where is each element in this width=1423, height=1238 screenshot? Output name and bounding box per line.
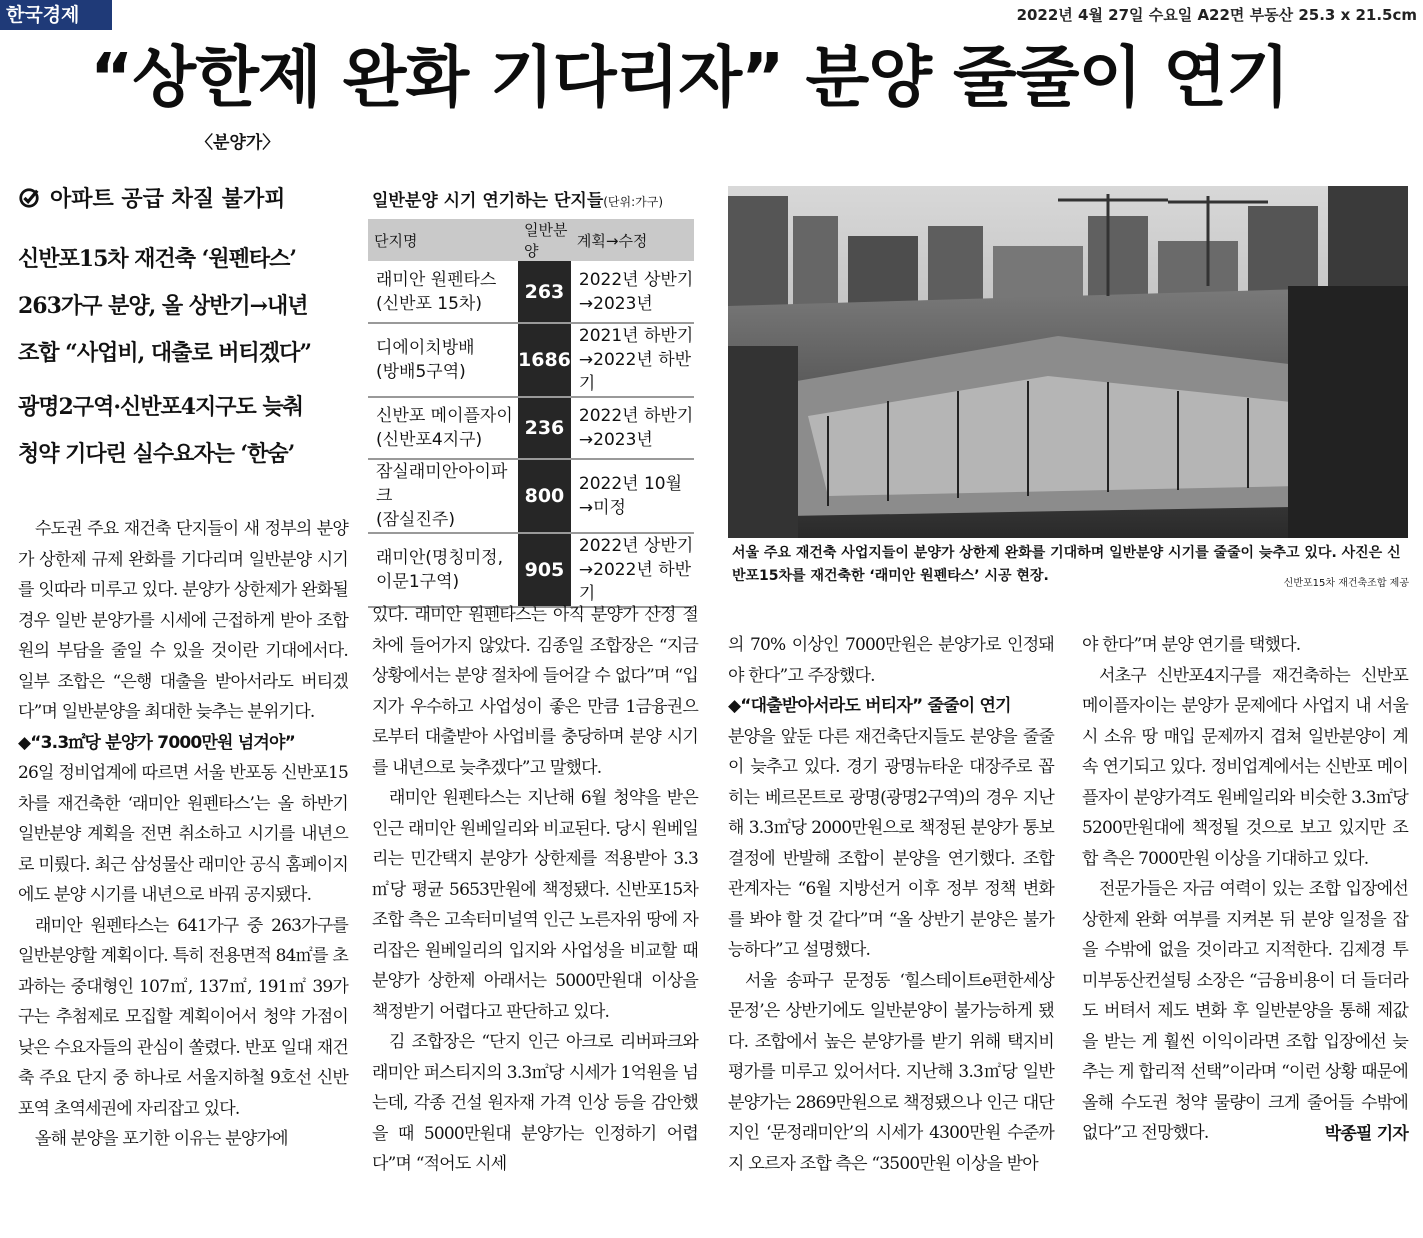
paragraph: 있다. 래미안 원펜타스는 아직 분양가 산정 절차에 들어가지 않았다. 김종일 조합장은 “지금 상황에서는 분양 절차에 들어갈 수 없다”며 “입지가 우수하고 사업성이 좋은 만큼 1금융권으로부터 대출받아 사업비를 충당하며 분양 시기를 내년으로 늦추겠다”고 말했다. — [372, 605, 698, 778]
delay-table — [368, 219, 694, 608]
table-header: 계획→수정 — [571, 219, 694, 261]
unit-count: 905 — [518, 533, 571, 607]
inline-subhead: ◆“대출받아서라도 버티자” 줄줄이 연기 — [728, 696, 1011, 716]
schedule-change: 2022년 상반기 →2022년 하반기 — [571, 533, 694, 607]
paragraph: 전문가들은 자금 여력이 있는 조합 입장에선 상한제 완화 여부를 지켜본 뒤 분양 일정을 잡을 수밖에 없을 것이라고 지적한다. 김제경 투미부동산컨설팅 소장은 “금융비용이 더 들더라도 버텨서 제도 변화 후 일반분양을 통해 제값을 받는 게 훨씬 이익이라면 조합 입장에선 늦추는 게 합리적 선택”이라며 “이런 상황 때문에 올해 수도권 청약 물량이 크게 줄어들 수밖에 없다”고 전망했다. — [1082, 879, 1408, 1143]
publication-meta: 2022년 4월 27일 수요일 A22면 부동산 25.3 x 21.5cm — [1016, 6, 1417, 24]
complex-name: 래미안(명칭미정, 이문1구역) — [368, 533, 518, 607]
schedule-change: 2022년 하반기 →2023년 — [571, 397, 694, 459]
article-column-1 — [18, 514, 348, 1155]
construction-photo-illustration — [728, 186, 1408, 538]
photo-credit: 신반포15차 재건축조합 제공 — [1283, 578, 1409, 589]
article-column-3 — [728, 630, 1054, 1179]
subhead-line: 신반포15차 재건축 ‘원펜타스’ — [18, 246, 297, 272]
table-unit: (단위:가구) — [603, 195, 664, 209]
table-row — [368, 323, 694, 397]
check-circle-icon — [18, 187, 40, 209]
section-subhead-text: 아파트 공급 차질 불가피 — [50, 187, 286, 212]
paragraph: 의 70% 이상인 7000만원은 분양가로 인정돼야 한다”고 주장했다. — [728, 635, 1054, 686]
construction-site-photo — [728, 186, 1408, 538]
paragraph: 26일 정비업계에 따르면 서울 반포동 신반포15차를 재건축한 ‘래미안 원펜타스’는 올 하반기 일반분양 계획을 전면 취소하고 시기를 내년으로 미뤘다. 최근 삼성물산 래미안 공식 홈페이지에도 분양 시기를 내년으로 바꿔 공지됐다. — [18, 763, 348, 905]
section-subhead — [18, 182, 286, 213]
unit-count: 236 — [518, 397, 571, 459]
table-row — [368, 261, 694, 323]
paragraph: 분양을 앞둔 다른 재건축단지들도 분양을 줄줄이 늦추고 있다. 경기 광명뉴타운 대장주로 꼽히는 베르몬트로 광명(광명2구역)의 경우 지난해 3.3㎡당 2000만원으로 책정된 분양가 통보 결정에 반발해 조합이 분양을 연기했다. 조합 관계자는 “6월 지방선거 이후 정부 정책 변화를 봐야 할 것 같다”며 “올 상반기 분양은 불가능하다”고 설명했다. — [728, 726, 1054, 960]
schedule-change: 2022년 상반기 →2023년 — [571, 261, 694, 323]
article-kicker: 〈분양가〉 — [196, 133, 280, 153]
subhead-line: 청약 기다린 실수요자는 ‘한숨’ — [18, 441, 295, 467]
paragraph: 래미안 원펜타스는 641가구 중 263가구를 일반분양할 계획이다. 특히 전용면적 84㎡를 초과하는 중대형인 107㎡, 137㎡, 191㎡ 39가구는 추첨제로 모집할 계획이어서 청약 가점이 낮은 수요자들의 관심이 쏠렸다. 반포 일대 재건축 주요 단지 중 하나로 서울지하철 9호선 신반포역 초역세권에 자리잡고 있다. — [18, 915, 348, 1119]
complex-name: 잠실래미안아이파크 (잠실진주) — [368, 459, 518, 533]
article-column-2 — [372, 600, 698, 1180]
photo-caption: 서울 주요 재건축 사업지들이 분양가 상한제 완화를 기대하며 일반분양 시기를 줄줄이 늦추고 있다. 사진은 신반포15차를 재건축한 ‘래미안 원펜타스’ 시공 현장. — [732, 545, 1401, 584]
subhead-line: 263가구 분양, 올 상반기→내년 — [18, 293, 308, 319]
paragraph: 서초구 신반포4지구를 재건축하는 신반포 메이플자이는 분양가 문제에다 사업지 내 서울시 소유 땅 매입 문제까지 겹쳐 일반분양이 계속 연기되고 있다. 정비업계에서는 신반포 메이플자이 분양가격도 원베일리와 비슷한 3.3㎡당 5200만원대에 책정될 것으로 보고 있지만 조합 측은 7000만원 이상을 기대하고 있다. — [1082, 665, 1408, 869]
paragraph: 서울 송파구 문정동 ‘힐스테이트e편한세상 문정’은 상반기에도 일반분양이 불가능하게 됐다. 조합에서 높은 분양가를 받기 위해 택지비 평가를 미루고 있어서다. 지난해 3.3㎡당 일반 분양가는 2869만원으로 책정됐으나 인근 대단지인 ‘문정래미안’의 시세가 4300만원 수준까지 오르자 조합 측은 “3500만원 이상을 받아 — [728, 970, 1054, 1174]
inline-subhead: ◆“3.3㎡당 분양가 7000만원 넘겨야” — [18, 732, 296, 753]
paragraph: 야 한다”며 분양 연기를 택했다. — [1082, 635, 1301, 655]
table-row — [368, 533, 694, 607]
subhead-block-a — [18, 236, 348, 377]
subhead-line: 광명2구역·신반포4지구도 늦춰 — [18, 394, 303, 420]
paragraph: 올해 분양을 포기한 이유는 분양가에 — [35, 1129, 288, 1149]
article-column-4 — [1082, 630, 1408, 1149]
byline: 박종필 기자 — [1324, 1123, 1408, 1144]
paragraph: 김 조합장은 “단지 인근 아크로 리버파크와 래미안 퍼스티지의 3.3㎡당 시세가 1억원을 넘는데, 각종 건설 원자재 가격 인상 등을 감안했을 때 5000만원대 분양가는 인정하기 어렵다”며 “적어도 시세 — [372, 1032, 698, 1174]
unit-count: 263 — [518, 261, 571, 323]
unit-count: 800 — [518, 459, 571, 533]
newspaper-masthead: 한국경제 — [0, 0, 112, 30]
complex-name: 래미안 원펜타스 (신반포 15차) — [368, 261, 518, 323]
article-headline: “상한제 완화 기다리자” 분양 줄줄이 연기 — [90, 39, 1289, 116]
complex-name: 신반포 메이플자이 (신반포4지구) — [368, 397, 518, 459]
schedule-change: 2021년 하반기 →2022년 하반기 — [571, 323, 694, 397]
paragraph: 수도권 주요 재건축 단지들이 새 정부의 분양가 상한제 규제 완화를 기다리며 일반분양 시기를 잇따라 미루고 있다. 분양가 상한제가 완화될 경우 일반 분양가를 시세에 근접하게 받아 조합원의 부담을 줄일 수 있을 것이란 기대에서다. 일부 조합은 “은행 대출을 받아서라도 버티겠다”며 일반분양을 최대한 늦추는 분위기다. — [18, 519, 348, 722]
schedule-change: 2022년 10월 →미정 — [571, 459, 694, 533]
unit-count: 1686 — [518, 323, 571, 397]
table-header: 일반분양 — [518, 219, 571, 261]
table-title-text: 일반분양 시기 연기하는 단지들 — [372, 191, 604, 211]
table-title — [372, 186, 663, 211]
subhead-block-b — [18, 384, 348, 478]
paragraph: 래미안 원펜타스는 지난해 6월 청약을 받은 인근 래미안 원베일리와 비교된다. 당시 원베일리는 민간택지 분양가 상한제를 적용받아 3.3㎡당 평균 5653만원에 책정됐다. 신반포15차 조합 측은 고속터미널역 인근 노른자위 땅에 자리잡은 원베일리의 입지와 사업성을 비교할 때 분양가 상한제 아래서는 5000만원대 이상을 책정받기 어렵다고 판단하고 있다. — [372, 788, 698, 1022]
subhead-line: 조합 “사업비, 대출로 버티겠다” — [18, 340, 311, 366]
table-row — [368, 397, 694, 459]
table-row — [368, 459, 694, 533]
complex-name: 디에이치방배 (방배5구역) — [368, 323, 518, 397]
table-header: 단지명 — [368, 219, 518, 261]
